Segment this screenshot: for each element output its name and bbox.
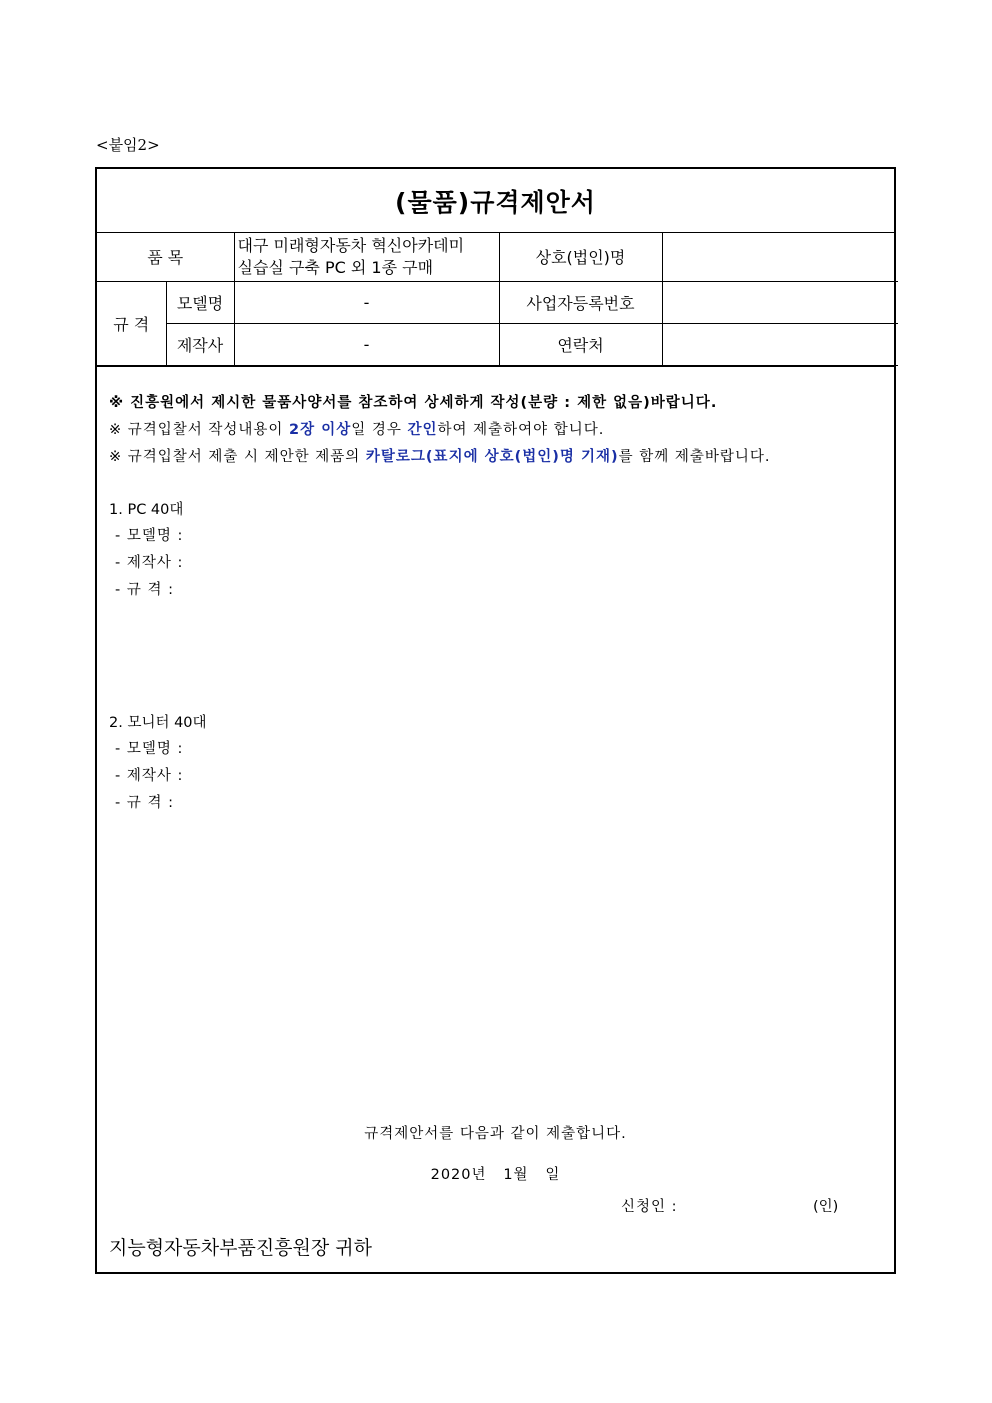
bizno-value-field[interactable] xyxy=(662,281,898,323)
item-label: 품 목 xyxy=(97,233,234,281)
info-table xyxy=(97,233,898,366)
item-value xyxy=(234,233,499,281)
model-label: 모델명 xyxy=(166,281,234,323)
item-row xyxy=(97,233,898,281)
notice-2-text-b: 일 경우 xyxy=(351,422,408,438)
notice-3-text-a: ※ 규격입찰서 제출 시 제안한 제품의 xyxy=(109,449,366,465)
recipient: 지능형자동차부품진흥원장 귀하 xyxy=(109,1237,372,1259)
section-1-spec: - 규 격 : xyxy=(115,582,174,598)
item-value-line1: 대구 미래형자동차 혁신아카데미 xyxy=(237,235,465,255)
maker-row xyxy=(97,323,898,365)
contact-value-field[interactable] xyxy=(662,323,898,365)
notice-2 xyxy=(109,418,604,439)
section-1-model: - 모델명 : xyxy=(115,528,184,544)
company-label: 상호(법인)명 xyxy=(499,233,662,281)
bizno-label: 사업자등록번호 xyxy=(499,281,662,323)
notice-3-highlight-catalog: 카탈로그(표지에 상호(법인)명 기재) xyxy=(365,449,619,465)
title-row xyxy=(97,169,894,233)
spec-label: 규 격 xyxy=(97,281,166,365)
contact-label: 연락처 xyxy=(499,323,662,365)
model-row xyxy=(97,281,898,323)
section-1-maker: - 제작사 : xyxy=(115,555,184,571)
section-2-model: - 모델명 : xyxy=(115,741,184,757)
body-area xyxy=(97,366,894,1272)
section-1-heading: 1. PC 40대 xyxy=(109,502,184,518)
maker-label: 제작사 xyxy=(166,323,234,365)
item-value-line2: 실습실 구축 PC 외 1종 구매 xyxy=(237,257,434,277)
model-value: - xyxy=(234,281,499,323)
applicant-label: 신청인 : xyxy=(621,1199,678,1215)
submission-statement: 규격제안서를 다음과 같이 제출합니다. xyxy=(364,1126,627,1142)
notice-2-highlight-pages: 2장 이상 xyxy=(289,422,352,438)
company-value-field[interactable] xyxy=(662,233,898,281)
form-title: (물품)규격제안서 xyxy=(395,187,596,217)
notice-2-text-a: ※ 규격입찰서 작성내용이 xyxy=(109,422,290,438)
maker-value: - xyxy=(234,323,499,365)
notice-2-text-c: 하여 제출하여야 합니다. xyxy=(437,422,605,438)
seal-mark: (인) xyxy=(813,1199,839,1215)
section-2-maker: - 제작사 : xyxy=(115,768,184,784)
notice-1: ※ 진흥원에서 제시한 물품사양서를 참조하여 상세하게 작성(분량 : 제한 없음)바랍니다. xyxy=(109,395,718,411)
notice-2-highlight-seal: 간인 xyxy=(407,422,438,438)
spec-proposal-form xyxy=(95,167,896,1274)
section-2-spec: - 규 격 : xyxy=(115,795,174,811)
attachment-label: <붙임2> xyxy=(96,136,160,154)
submission-date: 2020년 1월 일 xyxy=(430,1167,561,1183)
notice-3 xyxy=(109,445,771,466)
notice-3-text-b: 를 함께 제출바랍니다. xyxy=(618,449,771,465)
section-2-heading: 2. 모니터 40대 xyxy=(109,715,207,731)
